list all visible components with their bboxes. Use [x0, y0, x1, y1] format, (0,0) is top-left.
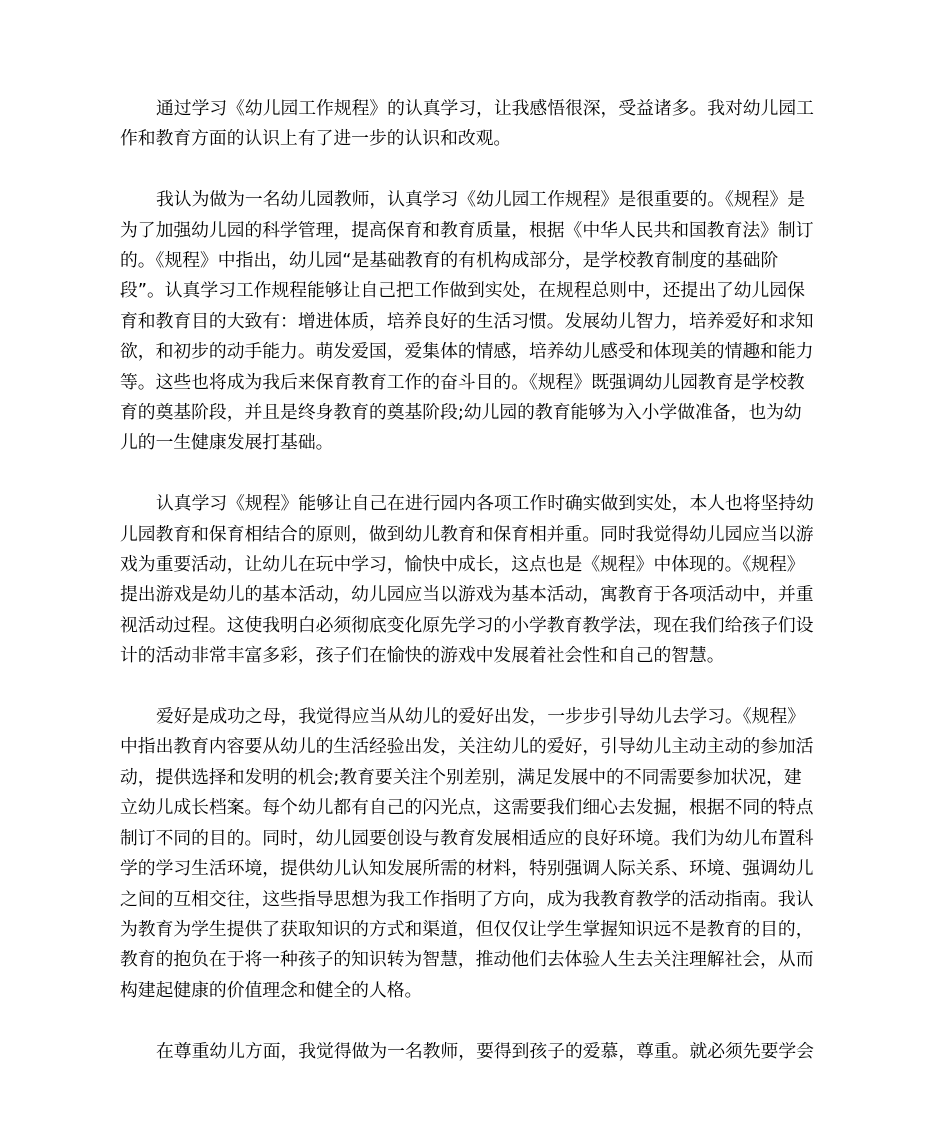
paragraph-3	[120, 489, 835, 671]
paragraph-line: 育的奠基阶段，并且是终身教育的奠基阶段;幼儿园的教育能够为入小学做准备，也为幼	[120, 402, 802, 424]
paragraph-line: 作和教育方面的认识上有了进一步的认识和改观。	[120, 128, 512, 150]
paragraph-line: 育和教育目的大致有：增进体质，培养良好的生活习惯。发展幼儿智力，培养爱好和求知	[120, 310, 814, 332]
paragraph-line: 欲，和初步的动手能力。萌发爱国，爱集体的情感，培养幼儿感受和体现美的情趣和能力	[120, 341, 814, 363]
paragraph-line: 的。《规程》中指出，幼儿园“是基础教育的有机构成部分，是学校教育制度的基础阶	[120, 250, 779, 272]
paragraph-line: 提出游戏是幼儿的基本活动，幼儿园应当以游戏为基本活动，寓教育于各项活动中，并重	[120, 584, 814, 606]
paragraph-line: 为教育为学生提供了获取知识的方式和渠道，但仅仅让学生掌握知识远不是教育的目的，	[120, 918, 814, 940]
paragraph-2	[120, 185, 835, 459]
paragraph-line: 学的学习生活环境，提供幼儿认知发展所需的材料，特别强调人际关系、环境、强调幼儿	[120, 858, 814, 880]
paragraph-1	[120, 94, 835, 155]
paragraph-line: 段”。认真学习工作规程能够让自己把工作做到实处，在规程总则中，还提出了幼儿园保	[120, 280, 805, 302]
paragraph-line: 在尊重幼儿方面，我觉得做为一名教师，要得到孩子的爱慕，尊重。就必须先要学会	[156, 1040, 814, 1062]
paragraph-line: 构建起健康的价值理念和健全的人格。	[120, 979, 423, 1001]
document-body	[120, 94, 835, 1097]
paragraph-line: 中指出教育内容要从幼儿的生活经验出发，关注幼儿的爱好，引导幼儿主动主动的参加活	[120, 736, 814, 758]
paragraph-line: 爱好是成功之母，我觉得应当从幼儿的爱好出发，一步步引导幼儿去学习。《规程》	[156, 706, 806, 728]
paragraph-line: 戏为重要活动，让幼儿在玩中学习，愉快中成长，这点也是《规程》中体现的。《规程》	[120, 554, 805, 576]
paragraph-line: 教育的抱负在于将一种孩子的知识转为智慧，推动他们去体验人生去关注理解社会，从而	[120, 949, 814, 971]
paragraph-line: 之间的互相交往，这些指导思想为我工作指明了方向，成为我教育教学的活动指南。我认	[120, 888, 814, 910]
paragraph-line: 动，提供选择和发明的机会;教育要关注个别差别，满足发展中的不同需要参加状况，建	[120, 766, 802, 788]
paragraph-line: 儿园教育和保育相结合的原则，做到幼儿教育和保育相并重。同时我觉得幼儿园应当以游	[120, 523, 814, 545]
paragraph-line: 等。这些也将成为我后来保育教育工作的奋斗目的。《规程》既强调幼儿园教育是学校教	[120, 371, 805, 393]
paragraph-line: 儿的一生健康发展打基础。	[120, 432, 334, 454]
paragraph-line: 视活动过程。这使我明白必须彻底变化原先学习的小学教育教学法，现在我们给孩子们设	[120, 614, 814, 636]
paragraph-4	[120, 702, 835, 1006]
paragraph-line: 立幼儿成长档案。每个幼儿都有自己的闪光点，这需要我们细心去发掘，根据不同的特点	[120, 797, 814, 819]
paragraph-line: 制订不同的目的。同时，幼儿园要创设与教育发展相适应的良好环境。我们为幼儿布置科	[120, 827, 814, 849]
paragraph-line: 计的活动非常丰富多彩，孩子们在愉快的游戏中发展着社会性和自己的智慧。	[120, 645, 725, 667]
paragraph-line: 为了加强幼儿园的科学管理，提高保育和教育质量，根据《中华人民共和国教育法》制订	[120, 219, 814, 241]
paragraph-line: 通过学习《幼儿园工作规程》的认真学习，让我感悟很深，受益诸多。我对幼儿园工	[156, 98, 814, 119]
paragraph-5	[120, 1037, 835, 1067]
paragraph-line: 认真学习《规程》能够让自己在进行园内各项工作时确实做到实处，本人也将坚持幼	[156, 493, 814, 515]
paragraph-line: 我认为做为一名幼儿园教师，认真学习《幼儿园工作规程》是很重要的。《规程》是	[156, 189, 806, 211]
